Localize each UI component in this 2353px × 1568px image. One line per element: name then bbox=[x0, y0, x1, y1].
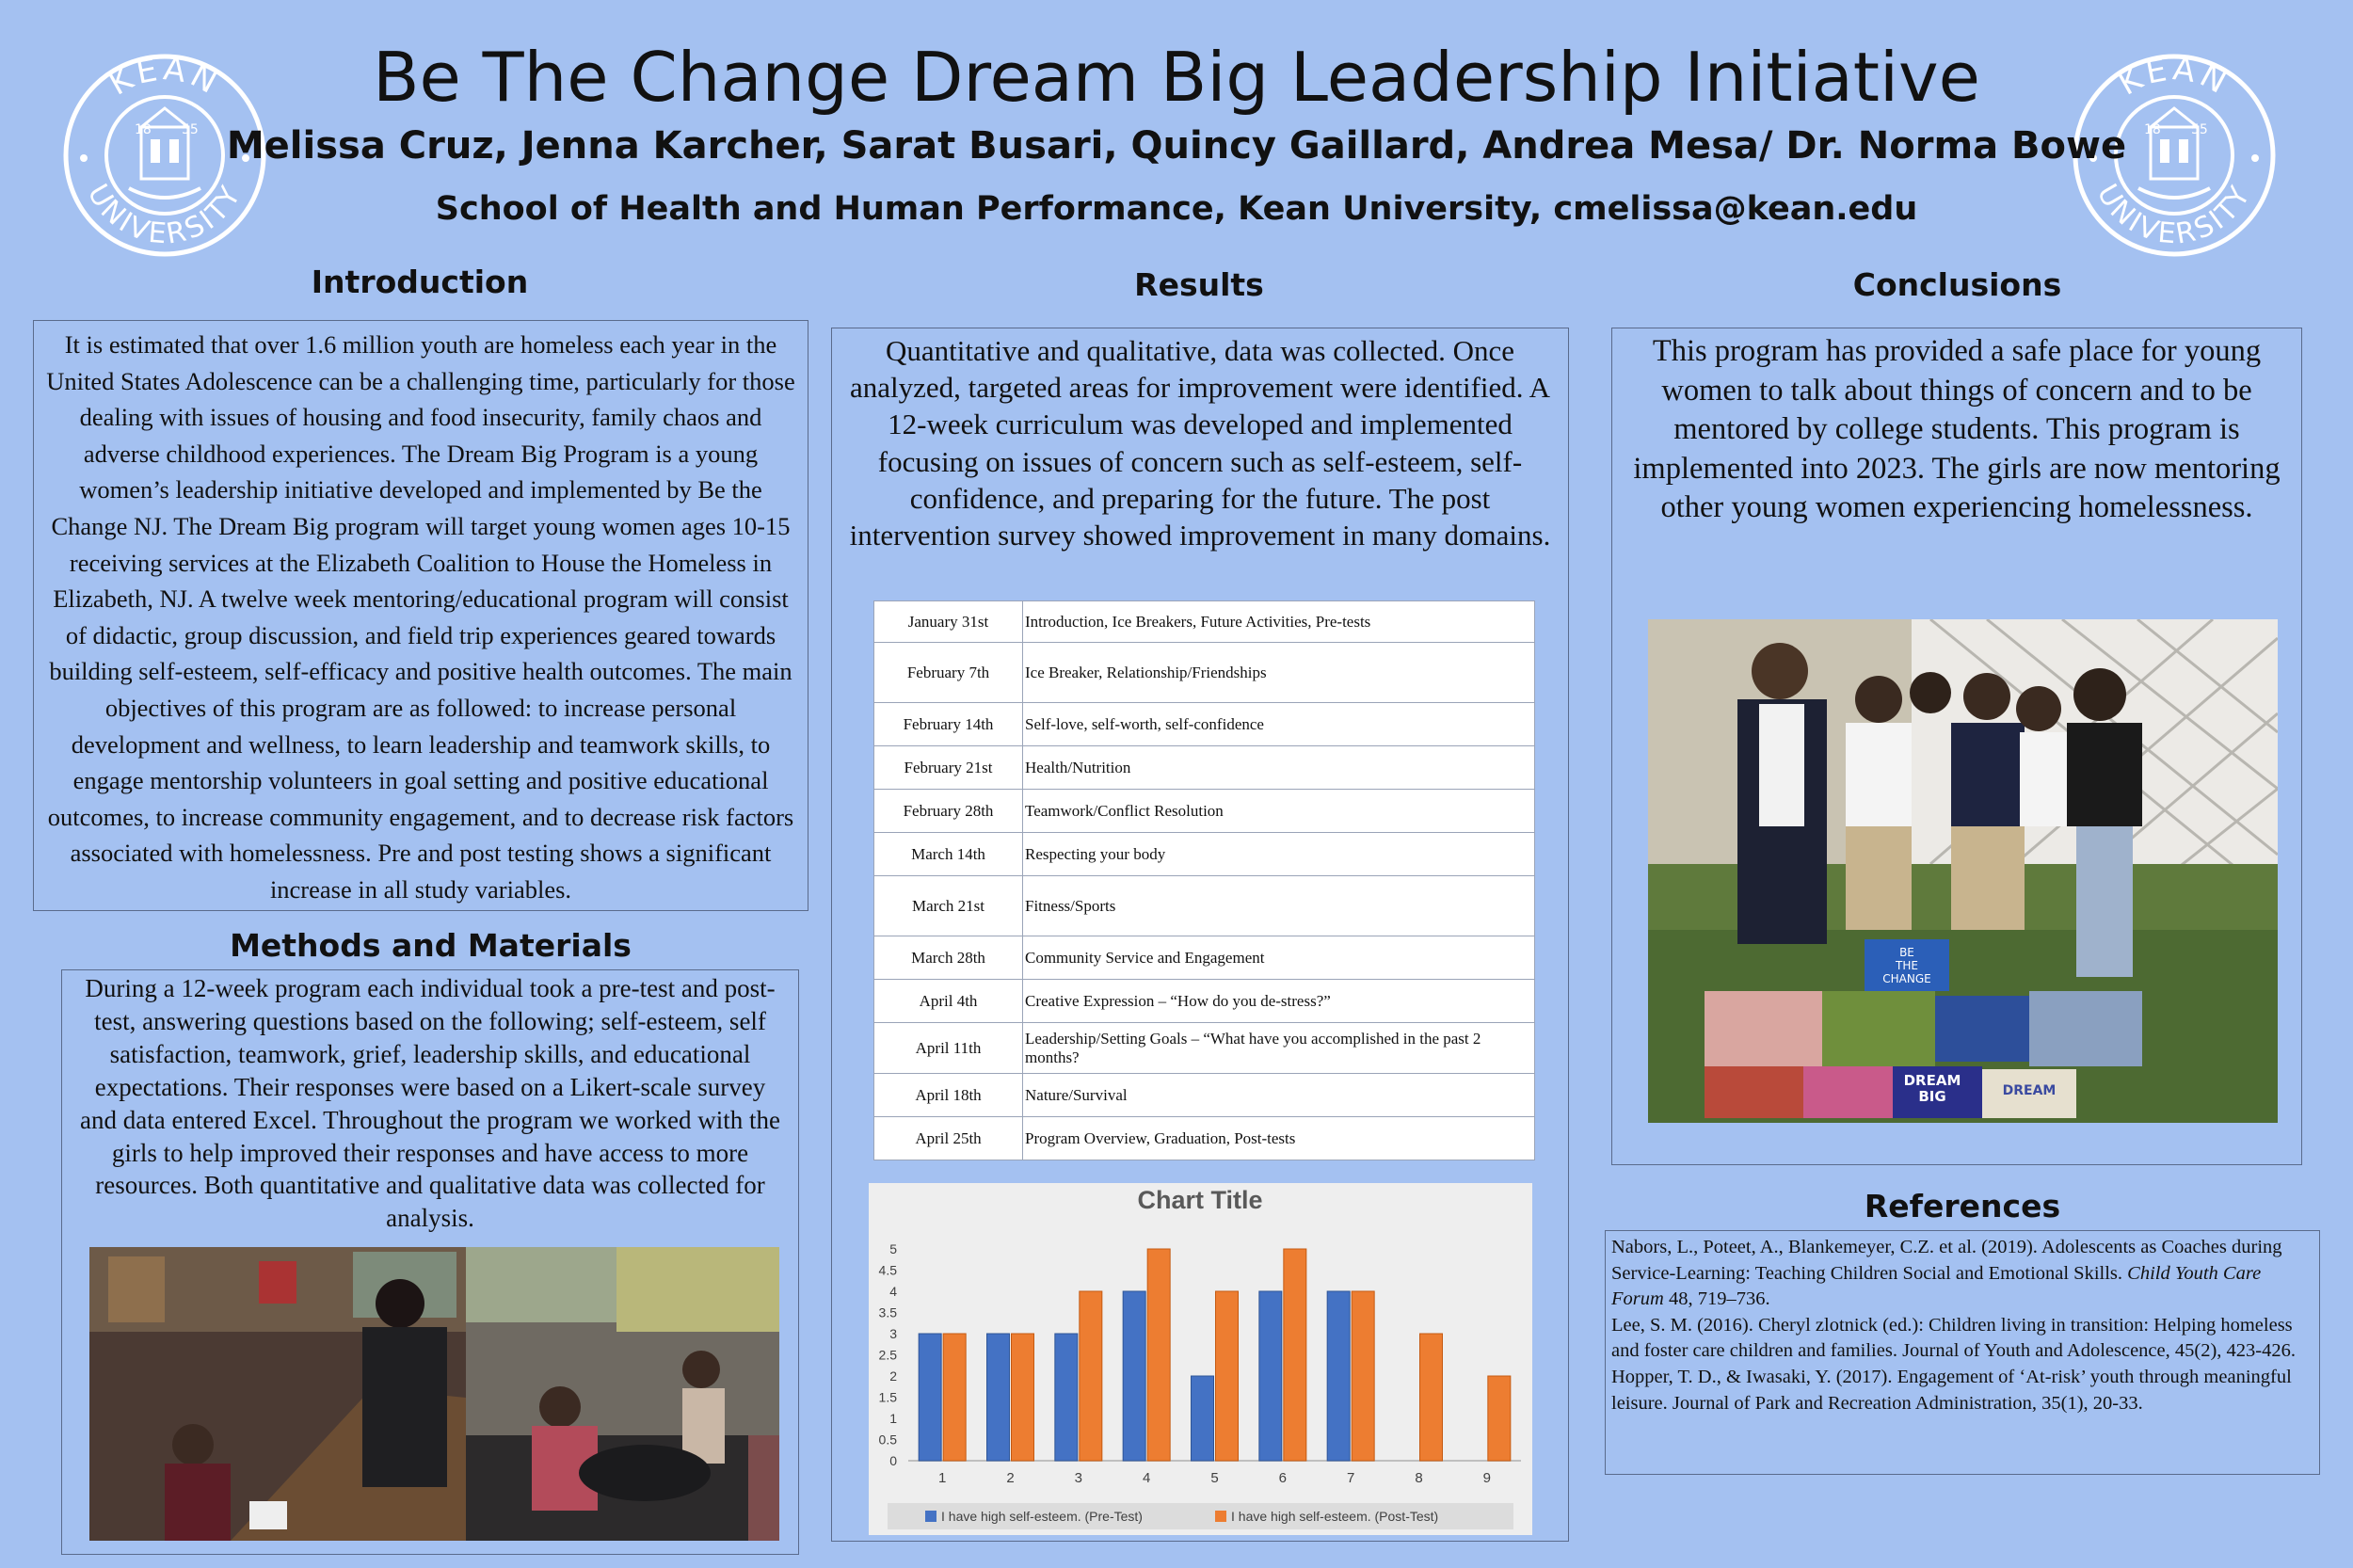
schedule-table bbox=[873, 600, 1535, 1160]
svg-text:55: 55 bbox=[2191, 122, 2208, 137]
references-box bbox=[1605, 1230, 2320, 1475]
references-heading: References bbox=[1864, 1188, 2061, 1224]
classroom-photo-illustration bbox=[89, 1247, 779, 1541]
schedule-date: April 4th bbox=[874, 980, 1023, 1023]
schedule-row bbox=[874, 833, 1535, 876]
y-tick-label: 1 bbox=[889, 1411, 897, 1426]
svg-text:KEAN: KEAN bbox=[2111, 50, 2236, 104]
legend-swatch bbox=[1215, 1511, 1226, 1522]
reference-text: Hopper, T. D., & Iwasaki, Y. (2017). Engagement of ‘At-risk’ youth through meaningful leisure. Journal of Park and Recreation Administration, 35(1), 20-33. bbox=[1611, 1366, 2292, 1414]
x-tick-label: 5 bbox=[1210, 1470, 1219, 1486]
legend-label: I have high self-esteem. (Post-Test) bbox=[1231, 1509, 1439, 1524]
legend-label: I have high self-esteem. (Pre-Test) bbox=[941, 1509, 1143, 1524]
chart-svg bbox=[869, 1183, 1532, 1535]
schedule-topic: Nature/Survival bbox=[1023, 1074, 1535, 1117]
schedule-date: March 21st bbox=[874, 876, 1023, 936]
x-tick-label: 7 bbox=[1346, 1470, 1355, 1486]
pre-test-bar bbox=[987, 1334, 1010, 1461]
y-tick-label: 4.5 bbox=[878, 1262, 897, 1278]
group-photo-illustration bbox=[1648, 619, 2278, 1123]
schedule-date: February 28th bbox=[874, 790, 1023, 833]
self-esteem-chart bbox=[869, 1183, 1532, 1535]
chart-title: Chart Title bbox=[1137, 1186, 1263, 1214]
schedule-row bbox=[874, 1074, 1535, 1117]
schedule-topic: Community Service and Engagement bbox=[1023, 936, 1535, 980]
post-test-bar bbox=[1284, 1249, 1306, 1461]
post-test-bar bbox=[1216, 1291, 1239, 1461]
group-photo bbox=[1648, 619, 2278, 1123]
schedule-row bbox=[874, 1023, 1535, 1074]
svg-text:18: 18 bbox=[135, 122, 152, 137]
svg-text:55: 55 bbox=[182, 122, 199, 137]
schedule-date: February 14th bbox=[874, 703, 1023, 746]
methods-text: During a 12-week program each individual took a pre-test and post-test, answering questions based on the following; self-esteem, self satisfaction, teamwork, grief, leadership skills, and educational expectations. Their responses were based on a Likert-scale survey and data entered Excel. Throughout the program we worked with the girls to help improved their responses and have access to more resources. Both quantitative and qualitative data was collected for analysis. bbox=[79, 974, 780, 1233]
schedule-row bbox=[874, 980, 1535, 1023]
schedule-topic: Ice Breaker, Relationship/Friendships bbox=[1023, 643, 1535, 703]
reference-volume: 48, 719–736. bbox=[1663, 1288, 1770, 1310]
legend-swatch bbox=[925, 1511, 936, 1522]
schedule-topic: Program Overview, Graduation, Post-tests bbox=[1023, 1117, 1535, 1160]
schedule-date: February 7th bbox=[874, 643, 1023, 703]
conclusions-text: This program has provided a safe place for young women to talk about things of concern and to be mentored by college students. This program is implemented into 2023. The girls are now mentoring other young women experiencing homelessness. bbox=[1633, 334, 2281, 525]
x-tick-label: 1 bbox=[937, 1470, 947, 1486]
poster-title: Be The Change Dream Big Leadership Initiative bbox=[373, 38, 1980, 117]
affiliation: School of Health and Human Performance, Kean University, cmelissa@kean.edu bbox=[435, 190, 1918, 228]
reference-item bbox=[1611, 1365, 2313, 1416]
schedule-topic: Creative Expression – “How do you de-stress?” bbox=[1023, 980, 1535, 1023]
schedule-date: April 25th bbox=[874, 1117, 1023, 1160]
methods-heading: Methods and Materials bbox=[230, 927, 632, 964]
post-test-bar bbox=[1420, 1334, 1443, 1461]
schedule-row bbox=[874, 790, 1535, 833]
pre-test-bar bbox=[1192, 1376, 1214, 1461]
schedule-row bbox=[874, 936, 1535, 980]
y-tick-label: 0 bbox=[889, 1453, 897, 1468]
schedule-date: April 18th bbox=[874, 1074, 1023, 1117]
schedule-row bbox=[874, 1117, 1535, 1160]
svg-text:18: 18 bbox=[2144, 122, 2161, 137]
reference-item bbox=[1611, 1313, 2313, 1365]
y-tick-label: 5 bbox=[889, 1241, 897, 1256]
y-tick-label: 0.5 bbox=[878, 1432, 897, 1448]
svg-text:THE: THE bbox=[1896, 959, 1918, 972]
post-test-bar bbox=[1080, 1291, 1102, 1461]
x-tick-label: 6 bbox=[1278, 1470, 1288, 1486]
schedule-topic: Introduction, Ice Breakers, Future Activities, Pre-tests bbox=[1023, 601, 1535, 643]
post-test-bar bbox=[1012, 1334, 1034, 1461]
schedule-date: March 28th bbox=[874, 936, 1023, 980]
x-tick-label: 8 bbox=[1415, 1470, 1423, 1486]
reference-journal: Child Youth Care Forum bbox=[1611, 1262, 2262, 1310]
introduction-text: It is estimated that over 1.6 million youth are homeless each year in the United States Adolescence can be a challenging time, particularly for those dealing with issues of housing and food insecurity, family chaos and adverse childhood experiences. The Dream Big Program is a young women’s leadership initiative developed and implemented by Be the Change NJ. The Dream Big program will target young women ages 10-15 receiving services at the Elizabeth Coalition to House the Homeless in Elizabeth, NJ. A twelve week mentoring/educational program will consist of didactic, group discussion, and field trip experiences geared towards building self-esteem, self-efficacy and positive health outcomes. The main objectives of this program are as followed: to increase personal development and wellness, to learn leadership and teamwork skills, to engage mentorship volunteers in goal setting and positive educational outcomes, to increase community engagement, and to decrease risk factors associated with homelessness. Pre and post testing shows a significant increase in all study variables. bbox=[46, 330, 795, 904]
post-test-bar bbox=[943, 1334, 966, 1461]
reference-item bbox=[1611, 1235, 2313, 1313]
schedule-topic: Self-love, self-worth, self-confidence bbox=[1023, 703, 1535, 746]
schedule-row bbox=[874, 601, 1535, 643]
post-test-bar bbox=[1352, 1291, 1374, 1461]
y-tick-label: 3 bbox=[889, 1326, 897, 1341]
schedule-date: April 11th bbox=[874, 1023, 1023, 1074]
y-tick-label: 2.5 bbox=[878, 1347, 897, 1363]
svg-text:UNIVERSITY: UNIVERSITY bbox=[2089, 178, 2259, 251]
schedule-date: March 14th bbox=[874, 833, 1023, 876]
schedule-topic: Respecting your body bbox=[1023, 833, 1535, 876]
y-tick-label: 4 bbox=[889, 1284, 897, 1299]
svg-text:KEAN: KEAN bbox=[102, 50, 227, 104]
pre-test-bar bbox=[1259, 1291, 1282, 1461]
author-list: Melissa Cruz, Jenna Karcher, Sarat Busari, Quincy Gaillard, Andrea Mesa/ Dr. Norma Bowe bbox=[226, 124, 2127, 168]
pre-test-bar bbox=[1123, 1291, 1145, 1461]
schedule-row bbox=[874, 643, 1535, 703]
pre-test-bar bbox=[1327, 1291, 1350, 1461]
pre-test-bar bbox=[1055, 1334, 1078, 1461]
introduction-heading: Introduction bbox=[311, 264, 529, 300]
reference-text: Nabors, L., Poteet, A., Blankemeyer, C.Z. et al. (2019). Adolescents as Coaches during Service-Learning: Teaching Children Social and Emotional Skills. bbox=[1611, 1237, 2282, 1284]
schedule-row bbox=[874, 703, 1535, 746]
post-test-bar bbox=[1488, 1376, 1511, 1461]
schedule-topic: Fitness/Sports bbox=[1023, 876, 1535, 936]
schedule-topic: Leadership/Setting Goals – “What have you accomplished in the past 2 months? bbox=[1023, 1023, 1535, 1074]
svg-text:UNIVERSITY: UNIVERSITY bbox=[80, 178, 249, 251]
svg-text:DREAM: DREAM bbox=[1903, 1072, 1961, 1089]
svg-text:BIG: BIG bbox=[1918, 1088, 1946, 1105]
x-tick-label: 4 bbox=[1142, 1470, 1151, 1486]
schedule-topic: Teamwork/Conflict Resolution bbox=[1023, 790, 1535, 833]
introduction-box bbox=[33, 320, 808, 911]
reference-text: Lee, S. M. (2016). Cheryl zlotnick (ed.): Children living in transition: Helping homeless and foster care children and families. Journal of Youth and Adolescence, 45(2), 423-426. bbox=[1611, 1314, 2296, 1362]
schedule-topic: Health/Nutrition bbox=[1023, 746, 1535, 790]
y-tick-label: 2 bbox=[889, 1368, 897, 1384]
conclusions-heading: Conclusions bbox=[1852, 266, 2062, 303]
results-heading: Results bbox=[1134, 266, 1264, 303]
references-list bbox=[1606, 1231, 2319, 1420]
schedule-row bbox=[874, 746, 1535, 790]
x-tick-label: 2 bbox=[1006, 1470, 1015, 1486]
pre-test-bar bbox=[919, 1334, 941, 1461]
x-tick-label: 3 bbox=[1074, 1470, 1083, 1486]
y-tick-label: 3.5 bbox=[878, 1304, 897, 1320]
svg-text:BE: BE bbox=[1899, 946, 1914, 959]
classroom-photo bbox=[89, 1247, 779, 1541]
schedule-date: January 31st bbox=[874, 601, 1023, 643]
y-tick-label: 1.5 bbox=[878, 1389, 897, 1405]
schedule-row bbox=[874, 876, 1535, 936]
results-text: Quantitative and qualitative, data was collected. Once analyzed, targeted areas for improvement were identified. A 12-week curriculum was developed and implemented focusing on issues of concern such as self-esteem, self-confidence, and preparing for the future. The post intervention survey showed improvement in many domains. bbox=[849, 334, 1551, 552]
schedule-table-wrapper bbox=[873, 600, 1535, 1160]
svg-text:DREAM: DREAM bbox=[2002, 1083, 2057, 1098]
schedule-date: February 21st bbox=[874, 746, 1023, 790]
post-test-bar bbox=[1147, 1249, 1170, 1461]
x-tick-label: 9 bbox=[1482, 1470, 1492, 1486]
svg-text:CHANGE: CHANGE bbox=[1882, 972, 1931, 985]
